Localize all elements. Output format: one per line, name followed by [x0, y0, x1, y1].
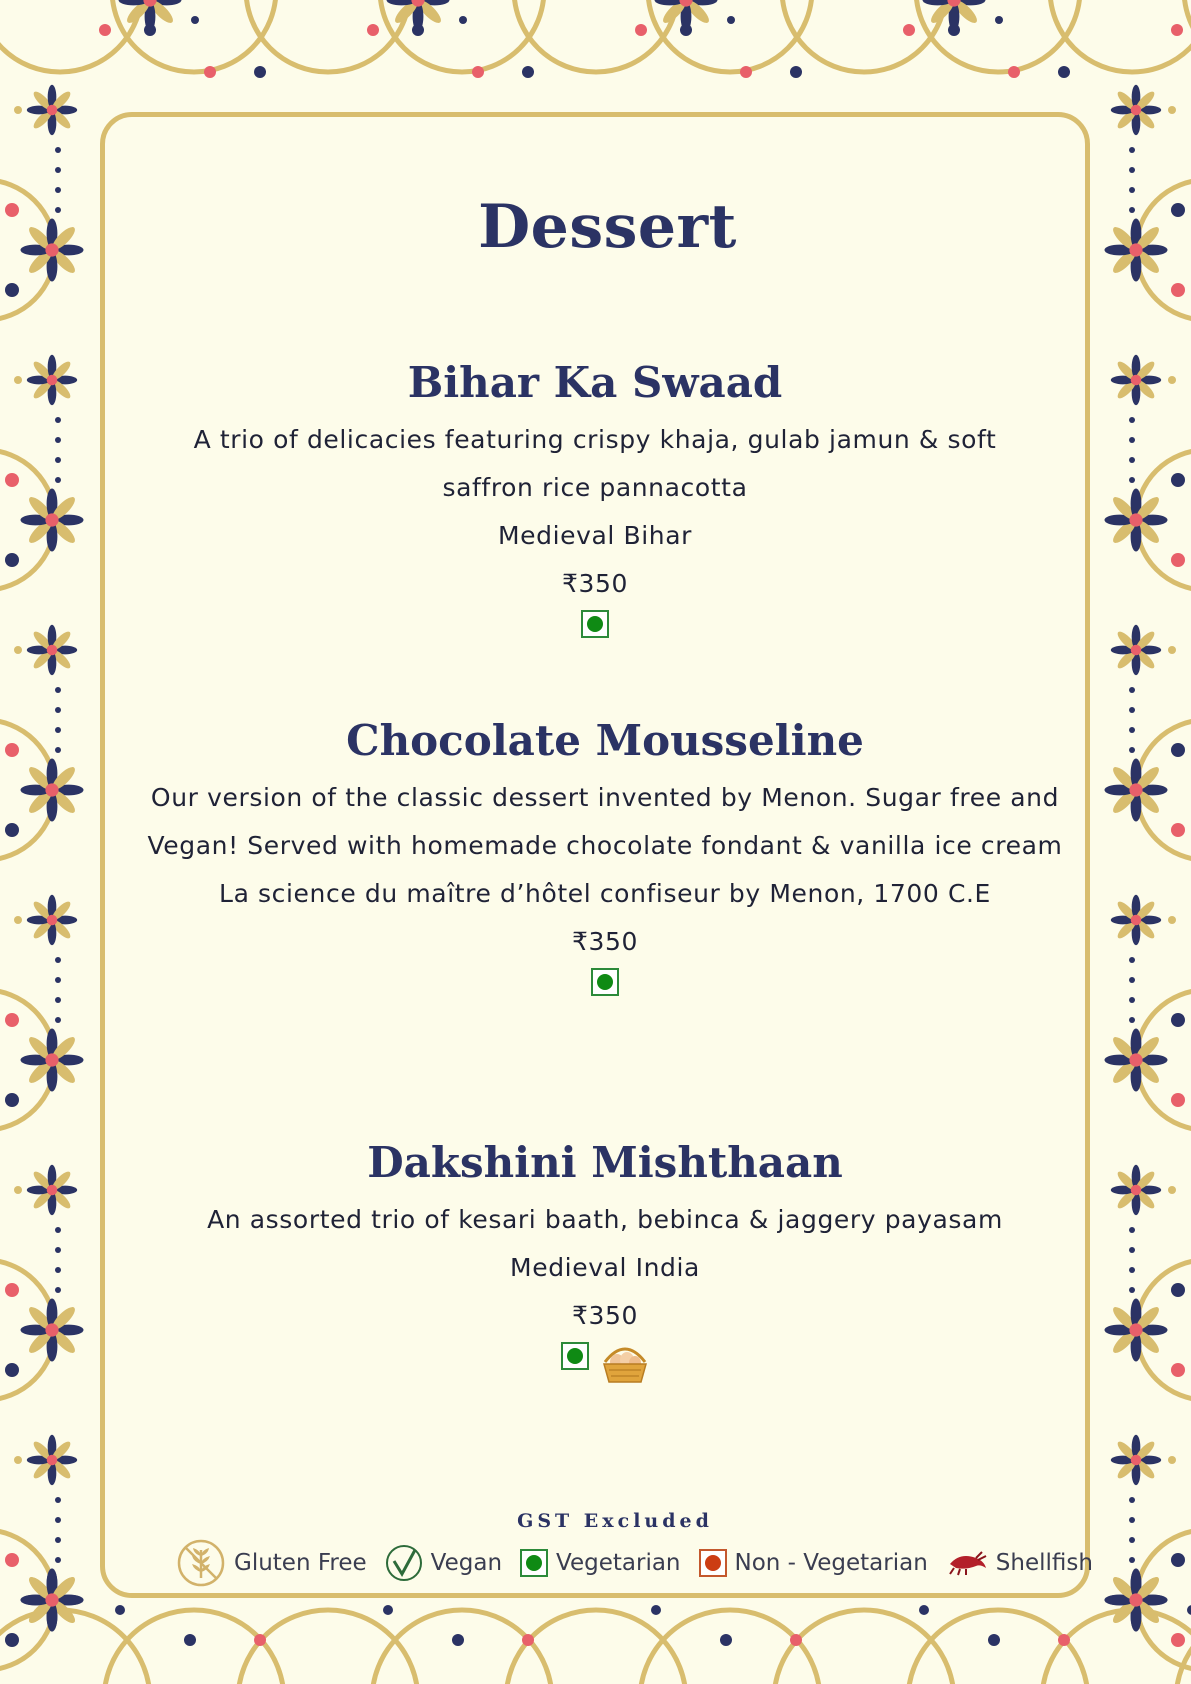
flower-center — [47, 105, 58, 116]
border-dot — [55, 747, 61, 753]
border-dot — [55, 167, 61, 173]
border-dot — [459, 16, 467, 24]
border-dot — [5, 473, 19, 487]
flower-center — [1131, 1185, 1142, 1196]
border-dot — [1187, 1605, 1191, 1615]
border-dot — [14, 376, 22, 384]
border-dot — [1171, 473, 1185, 487]
border-dot — [5, 1363, 19, 1377]
border-ring — [0, 1610, 150, 1684]
item-name: Dakshini Mishthaan — [367, 1138, 843, 1187]
border-dot — [903, 24, 915, 36]
border-dot — [727, 16, 735, 24]
border-dot — [452, 1634, 464, 1646]
border-dot — [1129, 1247, 1135, 1253]
item-description: A trio of delicacies featuring crispy khaja, gulab jamun & soft saffron rice pannacotta — [193, 425, 997, 503]
border-dot — [55, 1497, 61, 1503]
border-dot — [55, 977, 61, 983]
border-dot — [790, 1634, 802, 1646]
flower-center — [47, 1185, 58, 1196]
vegetarian-icon — [561, 1342, 589, 1370]
border-dot — [1129, 1497, 1135, 1503]
flower-center — [1131, 375, 1142, 386]
flower-center — [1129, 1593, 1142, 1606]
legend-label: Vegetarian — [556, 1550, 681, 1576]
flower-center — [45, 1593, 58, 1606]
item-name: Chocolate Mousseline — [346, 716, 864, 765]
border-dot — [1129, 957, 1135, 963]
border-dot — [99, 24, 111, 36]
border-ring — [1184, 0, 1191, 72]
border-dot — [383, 1605, 393, 1615]
legend-label: Vegan — [430, 1550, 503, 1576]
border-dot — [191, 16, 199, 24]
border-dot — [5, 553, 19, 567]
border-dot — [651, 1605, 661, 1615]
border-dot — [55, 997, 61, 1003]
border-dot — [55, 147, 61, 153]
border-dot — [5, 1553, 19, 1567]
border-dot — [1008, 66, 1020, 78]
legend-non-vegetarian — [699, 1549, 928, 1577]
border-dot — [1058, 1634, 1070, 1646]
border-dot — [720, 1634, 732, 1646]
gst-note: GST Excluded — [517, 1510, 713, 1532]
vegetarian-icon — [520, 1549, 548, 1577]
page-title: Dessert — [478, 192, 737, 262]
border-dot — [1129, 977, 1135, 983]
border-dot — [55, 1247, 61, 1253]
flower-center — [1131, 915, 1142, 926]
border-dot — [1129, 1267, 1135, 1273]
border-dot — [367, 24, 379, 36]
border-ring — [782, 0, 946, 72]
legend-shellfish — [946, 1548, 1093, 1578]
menu-item — [120, 358, 1070, 638]
border-dot — [740, 66, 752, 78]
border-dot — [55, 477, 61, 483]
item-badges — [120, 610, 1070, 638]
legend-label: Non - Vegetarian — [734, 1550, 928, 1576]
border-dot — [988, 1634, 1000, 1646]
border-dot — [5, 1013, 19, 1027]
border-dot — [1168, 646, 1176, 654]
item-badges — [130, 1342, 1080, 1386]
border-dot — [1129, 477, 1135, 483]
flower-center — [1129, 783, 1142, 796]
border-dot — [55, 707, 61, 713]
border-dot — [790, 66, 802, 78]
border-dot — [1171, 1013, 1185, 1027]
border-dot — [14, 1456, 22, 1464]
border-dot — [204, 66, 216, 78]
border-dot — [55, 457, 61, 463]
item-origin: Medieval India — [510, 1253, 700, 1283]
border-dot — [1171, 1553, 1185, 1567]
border-dot — [1129, 747, 1135, 753]
border-dot — [55, 437, 61, 443]
border-dot — [1129, 147, 1135, 153]
border-dot — [1129, 1537, 1135, 1543]
border-dot — [1168, 106, 1176, 114]
border-dot — [55, 687, 61, 693]
border-dot — [1171, 553, 1185, 567]
border-dot — [1171, 1093, 1185, 1107]
border-dot — [1129, 437, 1135, 443]
border-dot — [14, 1186, 22, 1194]
border-dot — [5, 1283, 19, 1297]
border-dot — [5, 1093, 19, 1107]
legend-gluten-free — [176, 1538, 367, 1588]
border-dot — [1129, 687, 1135, 693]
dietary-legend — [176, 1536, 1101, 1590]
border-dot — [472, 66, 484, 78]
flower-center — [45, 1053, 58, 1066]
shellfish-icon — [946, 1548, 988, 1578]
border-dot — [1129, 457, 1135, 463]
border-dot — [14, 646, 22, 654]
border-dot — [5, 1633, 19, 1647]
border-dot — [254, 1634, 266, 1646]
border-dot — [184, 1634, 196, 1646]
border-dot — [1171, 1283, 1185, 1297]
border-ring — [0, 0, 142, 72]
border-dot — [919, 1605, 929, 1615]
flower-center — [45, 783, 58, 796]
border-dot — [55, 1267, 61, 1273]
border-dot — [1171, 283, 1185, 297]
border-dot — [115, 1605, 125, 1615]
legend-vegan — [385, 1544, 502, 1582]
border-ring — [246, 0, 410, 72]
border-dot — [1129, 417, 1135, 423]
border-dot — [55, 1287, 61, 1293]
border-dot — [55, 1227, 61, 1233]
flower-center — [1131, 1455, 1142, 1466]
flower-center — [45, 1323, 58, 1336]
item-name: Bihar Ka Swaad — [407, 358, 783, 407]
flower-center — [1129, 1323, 1142, 1336]
border-ring — [514, 0, 678, 72]
item-origin: La science du maître d’hôtel confiseur by Menon, 1700 C.E — [219, 879, 991, 909]
item-description: Our version of the classic dessert invented by Menon. Sugar free and Vegan! Served with homemade chocolate fondant & vanilla ice cream — [147, 783, 1063, 861]
border-dot — [995, 16, 1003, 24]
flower-center — [47, 375, 58, 386]
border-dot — [14, 916, 22, 924]
border-dot — [1129, 997, 1135, 1003]
item-price: ₹350 — [571, 927, 639, 957]
border-dot — [55, 957, 61, 963]
egg-basket-icon — [601, 1342, 649, 1386]
border-dot — [55, 1017, 61, 1023]
border-dot — [1129, 707, 1135, 713]
border-dot — [5, 743, 19, 757]
non-vegetarian-icon — [699, 1549, 727, 1577]
border-dot — [55, 727, 61, 733]
flower-center — [45, 513, 58, 526]
border-dot — [1171, 24, 1183, 36]
border-dot — [1168, 376, 1176, 384]
legend-label: Gluten Free — [234, 1550, 367, 1576]
flower-center — [1129, 513, 1142, 526]
border-dot — [1129, 167, 1135, 173]
flower-center — [1131, 105, 1142, 116]
item-price: ₹350 — [571, 1301, 639, 1331]
border-dot — [1171, 823, 1185, 837]
border-dot — [55, 417, 61, 423]
border-dot — [1129, 1017, 1135, 1023]
border-dot — [635, 24, 647, 36]
border-dot — [1168, 1456, 1176, 1464]
menu-item — [130, 716, 1080, 996]
flower-center — [47, 645, 58, 656]
gluten-free-icon — [176, 1538, 226, 1588]
border-dot — [1129, 1557, 1135, 1563]
border-dot — [55, 1557, 61, 1563]
border-dot — [1058, 66, 1070, 78]
flower-center — [47, 915, 58, 926]
item-badges — [130, 968, 1080, 996]
item-price: ₹350 — [561, 569, 629, 599]
menu-item — [130, 1138, 1080, 1386]
border-dot — [1168, 1186, 1176, 1194]
border-dot — [5, 823, 19, 837]
border-dot — [1129, 727, 1135, 733]
border-ring — [1050, 0, 1191, 72]
flower-center — [47, 1455, 58, 1466]
border-dot — [5, 283, 19, 297]
border-dot — [522, 1634, 534, 1646]
legend-label: Shellfish — [995, 1550, 1093, 1576]
border-dot — [1171, 1363, 1185, 1377]
border-dot — [1171, 1633, 1185, 1647]
border-dot — [14, 106, 22, 114]
border-dot — [55, 1537, 61, 1543]
vegetarian-icon — [581, 610, 609, 638]
border-dot — [1168, 916, 1176, 924]
border-dot — [254, 66, 266, 78]
legend-vegetarian — [520, 1549, 680, 1577]
vegetarian-icon — [591, 968, 619, 996]
item-origin: Medieval Bihar — [497, 521, 693, 551]
border-dot — [1129, 1287, 1135, 1293]
flower-center — [1131, 645, 1142, 656]
border-dot — [1129, 1227, 1135, 1233]
border-dot — [522, 66, 534, 78]
item-description: An assorted trio of kesari baath, bebinca & jaggery payasam — [207, 1205, 1003, 1235]
border-dot — [1171, 743, 1185, 757]
flower-center — [1129, 1053, 1142, 1066]
vegan-check-icon — [385, 1544, 423, 1582]
